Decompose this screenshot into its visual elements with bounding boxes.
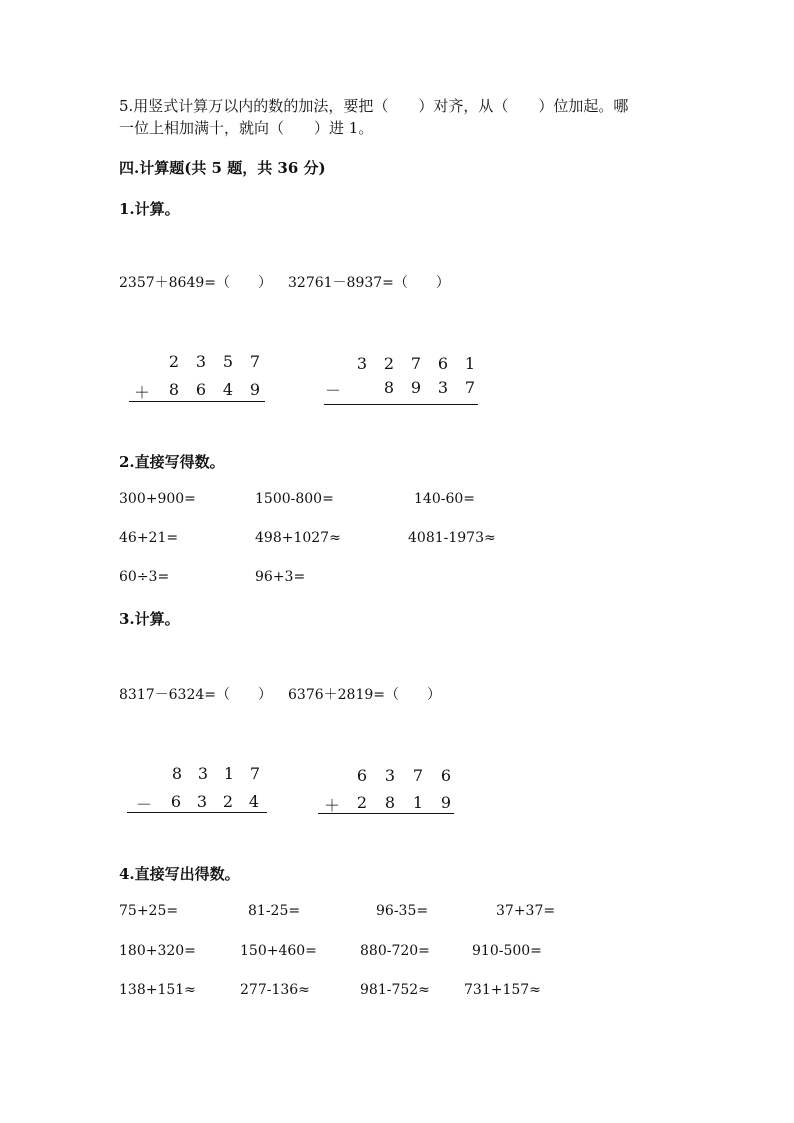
digit: 7 — [249, 764, 261, 783]
digit: 7 — [464, 378, 476, 397]
digit: 7 — [249, 352, 261, 371]
question-3-title: 3.计算。 — [119, 610, 180, 628]
oral-item: 4081-1973≈ — [408, 530, 496, 546]
digit: 6 — [437, 354, 449, 373]
question-3-expression-b: 6376＋2819=（ ） — [288, 687, 441, 703]
operator-sign: － — [325, 381, 342, 400]
oral-item: 140-60= — [414, 491, 475, 507]
oral-item: 300+900= — [119, 491, 196, 507]
oral-item: 96+3= — [255, 569, 306, 585]
oral-item: 910-500= — [472, 943, 542, 959]
oral-item: 60÷3= — [119, 569, 170, 585]
digit: 6 — [356, 766, 368, 785]
digit: 7 — [410, 354, 422, 373]
digit: 8 — [384, 793, 396, 812]
digit: 9 — [440, 793, 452, 812]
oral-item: 180+320= — [119, 943, 196, 959]
digit: 8 — [383, 378, 395, 397]
oral-item: 46+21= — [119, 530, 179, 546]
oral-item: 981-752≈ — [360, 982, 430, 998]
vertical-q3a-rule — [127, 812, 267, 813]
digit: 3 — [356, 354, 368, 373]
oral-item: 96-35= — [376, 903, 429, 919]
digit: 3 — [437, 378, 449, 397]
oral-item: 880-720= — [360, 943, 430, 959]
question-5-line-1: 5.用竖式计算万以内的数的加法，要把（ ）对齐，从（ ）位加起。哪 — [119, 97, 629, 115]
question-5-line-2: 一位上相加满十，就向（ ）进 1。 — [119, 119, 374, 137]
oral-item: 498+1027≈ — [255, 530, 341, 546]
digit: 3 — [196, 792, 208, 811]
digit: 9 — [249, 380, 261, 399]
oral-item: 81-25= — [248, 903, 301, 919]
question-2-title: 2.直接写得数。 — [119, 453, 225, 471]
digit: 6 — [170, 792, 182, 811]
digit: 7 — [412, 766, 424, 785]
oral-item: 75+25= — [119, 903, 179, 919]
vertical-q3b-rule — [318, 813, 454, 814]
digit: 8 — [168, 380, 180, 399]
question-3-expression-a: 8317－6324=（ ） — [119, 687, 272, 703]
digit: 4 — [248, 792, 260, 811]
oral-item: 150+460= — [240, 943, 317, 959]
section-title: 四.计算题(共 5 题，共 36 分) — [119, 159, 326, 177]
operator-sign: － — [136, 795, 153, 814]
digit: 2 — [168, 352, 180, 371]
question-4-title: 4.直接写出得数。 — [119, 865, 240, 883]
digit: 1 — [464, 354, 476, 373]
digit: 3 — [384, 766, 396, 785]
digit: 2 — [383, 354, 395, 373]
oral-item: 37+37= — [496, 903, 556, 919]
oral-item: 138+151≈ — [119, 982, 196, 998]
digit: 2 — [222, 792, 234, 811]
digit: 2 — [356, 793, 368, 812]
question-1-expression-a: 2357＋8649=（ ） — [119, 275, 272, 291]
digit: 6 — [195, 380, 207, 399]
digit: 9 — [410, 378, 422, 397]
oral-item: 1500-800= — [255, 491, 334, 507]
oral-item: 277-136≈ — [240, 982, 310, 998]
digit: 3 — [197, 764, 209, 783]
oral-item: 731+157≈ — [464, 982, 541, 998]
digit: 4 — [222, 380, 234, 399]
vertical-q1a-rule — [129, 401, 265, 402]
digit: 1 — [223, 764, 235, 783]
digit: 3 — [195, 352, 207, 371]
digit: 6 — [440, 766, 452, 785]
question-1-expression-b: 32761－8937=（ ） — [288, 275, 450, 291]
vertical-q1b-rule — [324, 404, 478, 405]
digit: 5 — [222, 352, 234, 371]
digit: 8 — [171, 764, 183, 783]
operator-sign: ＋ — [324, 796, 341, 815]
question-1-title: 1.计算。 — [119, 200, 180, 218]
digit: 1 — [412, 793, 424, 812]
operator-sign: ＋ — [134, 383, 151, 402]
